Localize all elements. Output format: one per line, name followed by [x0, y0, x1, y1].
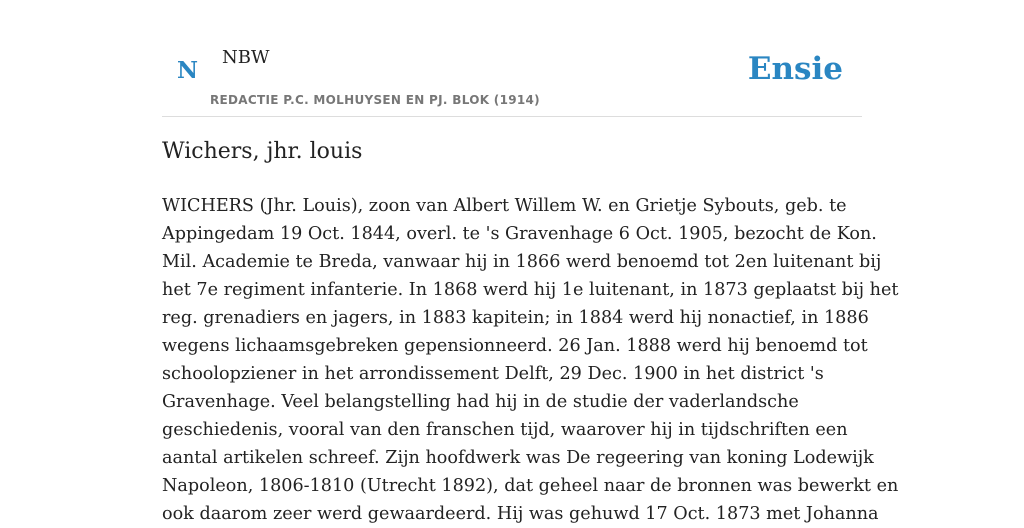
body-line: het 7e regiment infanterie. In 1868 werd hij 1e luitenant, in 1873 geplaatst bij het: [162, 280, 899, 300]
article-title: Wichers, jhr. louis: [162, 139, 363, 164]
source-logo[interactable]: N: [177, 57, 199, 84]
body-line: aantal artikelen schreef. Zijn hoofdwerk was De regeering van koning Lodewijk: [162, 448, 874, 468]
source-header: [162, 0, 862, 117]
body-line: Napoleon, 1806-1810 (Utrecht 1892), dat geheel naar de bronnen was bewerkt en: [162, 476, 899, 496]
source-name[interactable]: NBW: [222, 47, 270, 68]
body-line: schoolopziener in het arrondissement Delft, 29 Dec. 1900 in het district 's: [162, 364, 824, 384]
body-line: Appingedam 19 Oct. 1844, overl. te 's Gravenhage 6 Oct. 1905, bezocht de Kon.: [162, 224, 877, 244]
body-line: Mil. Academie te Breda, vanwaar hij in 1866 werd benoemd tot 2en luitenant bij: [162, 252, 882, 272]
body-line: geschiedenis, vooral van den franschen tijd, waarover hij in tijdschriften een: [162, 420, 848, 440]
body-line: reg. grenadiers en jagers, in 1883 kapitein; in 1884 werd hij nonactief, in 1886: [162, 308, 869, 328]
body-line: ook daarom zeer werd gewaardeerd. Hij was gehuwd 17 Oct. 1873 met Johanna: [162, 504, 879, 524]
source-subtitle: REDACTIE P.C. MOLHUYSEN EN PJ. BLOK (1914): [210, 93, 540, 107]
article-body: [162, 192, 899, 528]
body-line: wegens lichaamsgebreken gepensionneerd. 26 Jan. 1888 werd hij benoemd tot: [162, 336, 868, 356]
ensie-logo[interactable]: Ensie: [747, 51, 843, 87]
body-line: WICHERS (Jhr. Louis), zoon van Albert Willem W. en Grietje Sybouts, geb. te: [162, 196, 847, 216]
body-line: Gravenhage. Veel belangstelling had hij in de studie der vaderlandsche: [162, 392, 799, 412]
